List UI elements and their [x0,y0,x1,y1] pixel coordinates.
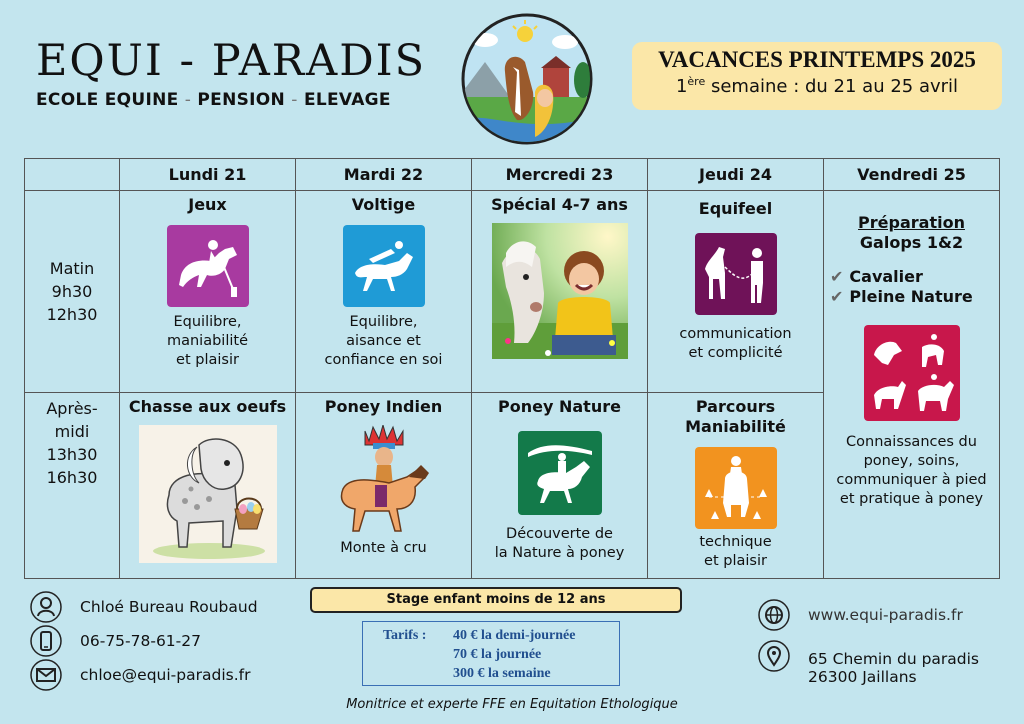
slot-label-line: 9h30 [51,282,93,301]
address-row [758,634,979,690]
address-line2: 26300 Jaillans [808,668,917,686]
subtitle-elevage: ELEVAGE [303,90,391,110]
galops-title-line2: Galops 1&2 [859,233,964,252]
desc-line: aisance et [346,333,421,349]
day-header: Vendredi 25 [824,159,1000,191]
activity-title: Jeux [188,195,227,214]
subtitle-separator: - [291,90,298,110]
activity-poney-nature [472,393,648,579]
corner-cell [25,159,120,191]
maniability-icon [695,447,777,529]
slot-label-line: 13h30 [46,445,98,464]
website-link[interactable]: www.equi-paradis.fr [808,606,963,624]
desc-line: Equilibre, [173,314,242,330]
brand-subtitle [36,90,426,110]
desc-line: et plaisir [176,352,239,368]
indian-pony-illustration [329,425,439,537]
footer-note: Monitrice et experte FFE en Equitation Ethologique [346,697,678,712]
price-value: 40 € la demi-journée [453,628,576,643]
address-line1: 65 Chemin du paradis [808,650,980,668]
activity-title: Poney Nature [498,397,621,416]
contact-phone[interactable]: 06-75-78-61-27 [80,632,201,650]
activity-description [296,539,471,558]
check-icon: ✔ [830,267,844,286]
activity-title: Chasse aux oeufs [128,397,287,416]
activity-description [648,325,823,363]
activity-title: Spécial 4-7 ans [491,195,628,214]
week-number: 1 [675,76,688,97]
subtitle-pension: PENSION [197,90,286,110]
desc-line: technique [699,534,772,550]
check-label: Cavalier [849,267,923,286]
activity-title: Voltige [351,195,416,214]
activity-poney-indien [296,393,472,579]
contact-name: Chloé Bureau Roubaud [80,598,258,616]
desc-line: communiquer à pied [836,472,987,488]
galops-title [824,213,999,253]
slot-label-line: midi [54,422,90,441]
activity-chasse-oeufs [120,393,296,579]
desc-line: la Nature à poney [494,545,625,561]
vaulting-icon [343,225,425,307]
check-item [830,287,999,307]
globe-icon [758,599,790,631]
activity-description [648,533,823,571]
prices-box [362,621,620,686]
activity-title: Equifeel [698,199,773,218]
galops-description [824,433,999,509]
day-header: Mercredi 23 [472,159,648,191]
activity-title-line1: Parcours [695,397,776,416]
contact-email[interactable]: chloe@equi-paradis.fr [80,666,251,684]
desc-line: et pratique à poney [839,491,984,507]
desc-line: et plaisir [704,553,767,569]
equi-paradis-logo [455,12,599,146]
activity-equifeel [648,191,824,393]
activity-galops [824,191,1000,579]
week-superscript: ère [687,75,706,88]
activity-title: Poney Indien [324,397,443,416]
schedule-header-row [25,159,1000,191]
desc-line: confiance en soi [324,352,443,368]
price-value: 70 € la journée [453,647,542,662]
activity-parcours-maniabilite [648,393,824,579]
activity-title-line2: Maniabilité [685,417,786,436]
brand-block [36,36,426,110]
activity-description [472,525,647,563]
activity-title [648,397,823,437]
brand-title: EQUI - PARADIS [36,36,427,86]
desc-line: maniabilité [166,333,248,349]
check-item [830,267,999,287]
activity-jeux [120,191,296,393]
slot-label-line: Matin [49,259,95,278]
morning-row [25,191,1000,393]
day-header: Jeudi 24 [648,159,824,191]
desc-line: Monte à cru [340,540,427,556]
prices-label: Tarifs : [383,628,427,643]
slot-label-line: 12h30 [46,305,98,324]
holiday-week [632,75,1002,97]
galops-checklist [830,267,999,307]
desc-line: Equilibre, [349,314,418,330]
desc-line: Connaissances du [846,434,977,450]
week-dates: semaine : du 21 au 25 avril [710,76,959,97]
activity-voltige [296,191,472,393]
holiday-banner [632,42,1002,110]
price-row [383,645,619,664]
stage-banner: Stage enfant moins de 12 ans [310,587,682,613]
subtitle-separator: - [184,90,192,110]
phone-icon [30,625,62,657]
activity-special-4-7 [472,191,648,393]
address-text [808,650,979,686]
contact-phone-row [30,624,258,658]
pony-easter-basket-illustration [139,425,277,563]
check-icon: ✔ [830,287,844,306]
activity-description [120,313,295,370]
mail-icon [30,659,62,691]
price-value: 300 € la semaine [453,666,551,681]
nature-ride-icon [518,431,602,515]
location-pin-icon [758,640,790,672]
schedule-table [24,158,1000,579]
website-row [758,596,979,634]
contact-email-row [30,658,258,692]
price-row [383,626,619,645]
check-label: Pleine Nature [849,287,973,306]
day-header: Mardi 22 [296,159,472,191]
child-pony-photo [492,223,628,359]
day-header: Lundi 21 [120,159,296,191]
galops-title-line1: Préparation [858,213,965,232]
morning-label [25,191,120,393]
contact-block [30,590,258,692]
desc-line: Découverte de [506,526,613,542]
person-icon [30,591,62,623]
activity-description [296,313,471,370]
slot-label-line: Après- [46,399,98,418]
web-address-block [758,596,979,690]
horse-polo-icon [167,225,249,307]
holiday-title: VACANCES PRINTEMPS 2025 [658,47,976,72]
desc-line: poney, soins, [863,453,960,469]
desc-line: et complicité [688,345,783,361]
slot-label-line: 16h30 [46,468,98,487]
equifeel-icon [695,233,777,315]
price-row [383,664,619,683]
subtitle-ecole: ECOLE EQUINE [36,90,179,110]
contact-name-row [30,590,258,624]
desc-line: communication [679,326,792,342]
galops-icon [864,325,960,421]
afternoon-label [25,393,120,579]
